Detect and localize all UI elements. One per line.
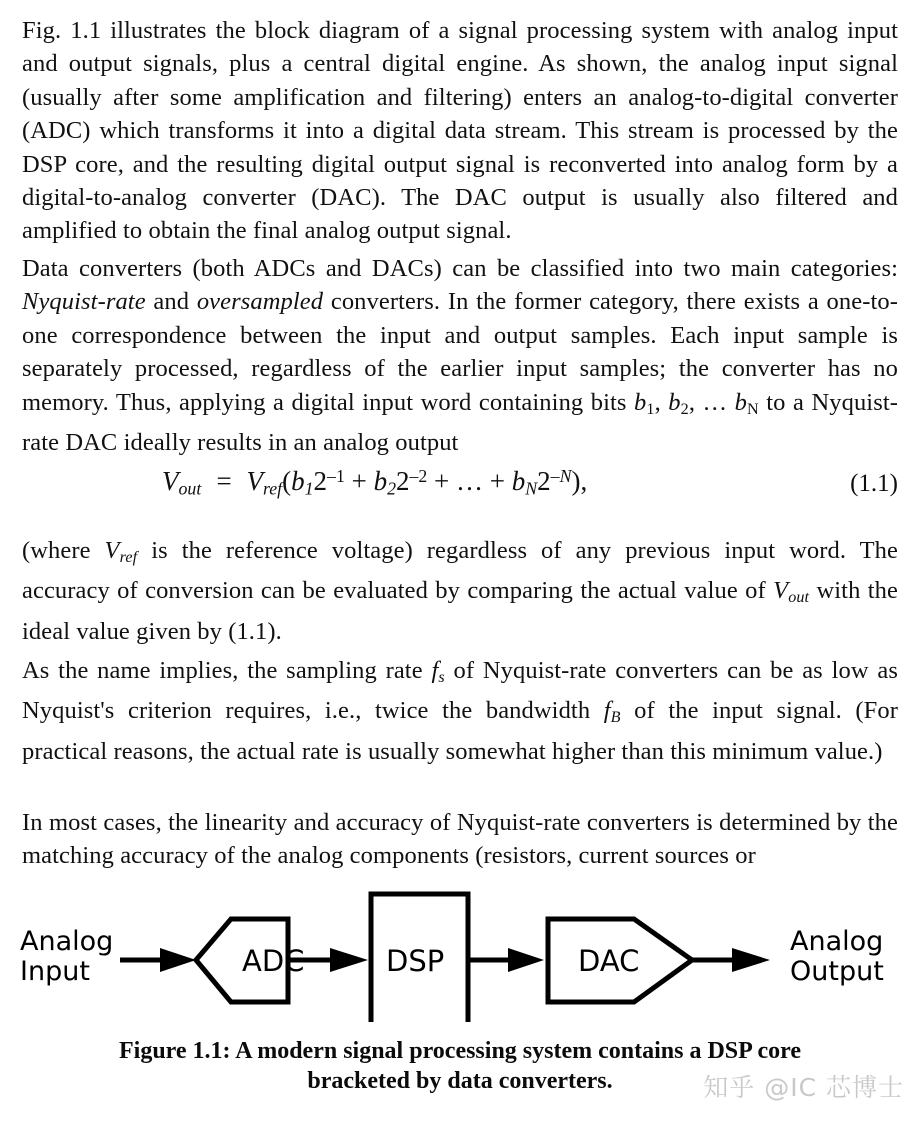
equation-row [22,466,898,514]
watermark: 知乎 @IC 芯博士 [703,1073,904,1102]
paragraph-accuracy [22,534,898,648]
figure-caption-line-2: bracketed by data converters. [307,1068,613,1094]
arrow-input-to-adc [120,948,196,972]
paragraph-linearity [22,806,898,873]
paragraph-converters-classification-text: Data converters (both ADCs and DACs) can be classified into two main categories: Nyquist-rate and oversampled converters. In the former category, there exists a one-to-one correspondence between the input and output samples. Each input sample is separately processed, regardless of the earlier input samples; the converter has no memory. Thus, applying a digital input word containing bits $b_1$, $b_2$, … $b_N$ to a Nyquist-rate DAC ideally results in an analog output [22,255,899,457]
analog-input-label-line2: Input [20,956,90,987]
term-oversampled: oversampled [196,288,324,316]
paragraph-intro [22,14,898,248]
dsp-label: DSP [386,944,445,978]
paragraph-converters-classification [22,252,898,459]
adc-label: ADC [242,944,305,978]
figure-caption-line-1: Figure 1.1: A modern signal processing system contains a DSP core [118,1038,801,1064]
paragraph-sampling-rate [22,654,898,768]
analog-input-label-line1: Analog [20,926,114,957]
paragraph-accuracy-text: (where $V_{ref}$ is the reference voltage) regardless of any previous input word. The accuracy of conversion can be evaluated by comparing the actual value of $V_{out}$ with the ideal value given by (1.1). [22,537,899,645]
equation-expression: $V_{out} = V_{ref}(b_12^{-1} + b_22^{-2}$ + … + $b_N2^{-N}$), [162,466,588,499]
arrow-dac-to-output [692,948,770,972]
analog-output-label-line1: Analog [790,926,884,957]
term-nyquist-rate: Nyquist-rate [22,288,146,316]
paragraph-sampling-rate-text: As the name implies, the sampling rate $f_s$ of Nyquist-rate converters can be as low as Nyquist's criterion requires, i.e., twice the bandwidth $f_B$ of the input signal. (For practical reasons, the actual rate is usually somewhat higher than this minimum value.) [22,657,898,765]
dac-label: DAC [578,944,640,978]
paragraph-intro-text: Fig. 1.1 illustrates the block diagram of a signal processing system with analog input and output signals, plus a central digital engine. As shown, the analog input signal (usually after some amplification and filtering) enters an analog-to-digital converter (ADC) which transforms it into a digital data stream. This stream is processed by the DSP core, and the resulting digital output signal is reconverted into analog form by a digital-to-analog converter (DAC). The DAC output is usually also filtered and amplified to obtain the final analog output signal. [22,17,898,245]
paragraph-linearity-text: In most cases, the linearity and accuracy of Nyquist-rate converters is determined by the matching accuracy of the analog components (resistors, current sources or [22,809,898,870]
equation-number: (1.1) [850,470,898,497]
figure-block-diagram [0,872,922,1022]
arrow-dsp-to-dac [468,948,544,972]
analog-output-label-line2: Output [790,956,884,987]
